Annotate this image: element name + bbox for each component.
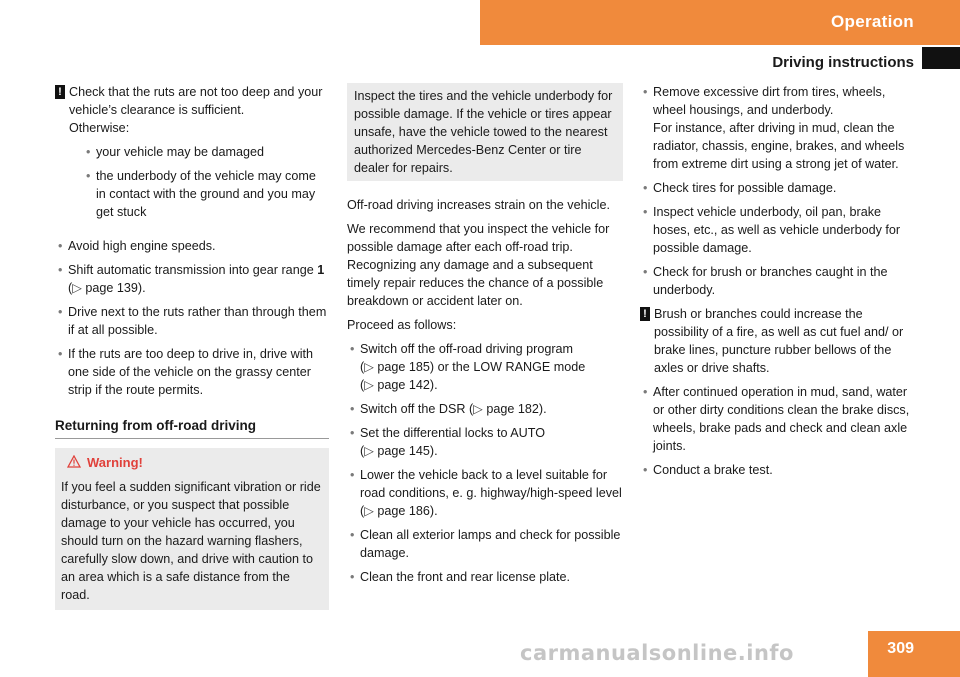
paragraph: We recommend that you inspect the vehicle for possible damage after each off-road trip. Recognizing any damage and a subsequent timely repair reduces the chance of a possible breakdown or accident later on. — [347, 222, 610, 308]
notice-block — [640, 305, 916, 377]
page-ref-link[interactable]: page 185) or the LOW RANGE mode — [377, 360, 586, 374]
page-subtitle: Driving instructions — [772, 54, 914, 71]
watermark: carmanualsonline.info — [520, 641, 794, 665]
page-ref-link[interactable]: page 186). — [377, 504, 438, 518]
page-ref-arrow-icon: ▷ — [364, 378, 374, 392]
page-ref-arrow-icon: ▷ — [473, 402, 483, 416]
list-item: • Clean all exterior lamps and check for possible damage. — [347, 526, 623, 562]
notice-block — [55, 83, 329, 221]
gear-range: 1 — [317, 263, 325, 277]
section-title: Operation — [831, 12, 914, 31]
exclamation-icon: ! — [55, 85, 65, 99]
list-item-text: Switch off the DSR ( — [360, 402, 474, 416]
column-middle — [347, 83, 623, 586]
list-item: • Drive next to the ruts rather than through them if at all possible. — [55, 303, 329, 339]
list-item: • After continued operation in mud, sand, water or other dirty conditions clean the brake discs, wheels, brake pads and check and clean axle joints. — [640, 383, 916, 455]
list-item: • the underbody of the vehicle may come in contact with the ground and you may get stuck — [83, 167, 329, 221]
page-ref-link[interactable]: page 142). — [377, 378, 438, 392]
page-number-box — [868, 631, 960, 677]
list-item — [347, 400, 623, 418]
page-number: 309 — [887, 640, 914, 657]
page-ref-arrow-icon: ▷ — [364, 504, 374, 518]
warning-title-text: Warning! — [87, 455, 143, 470]
warning-box — [55, 448, 329, 610]
section-tab-marker — [922, 47, 960, 69]
list-item: • If the ruts are too deep to drive in, drive with one side of the vehicle on the grassy center strip if the route permits. — [55, 345, 329, 399]
warning-triangle-icon — [67, 455, 81, 468]
otherwise-label: Otherwise: — [69, 121, 130, 135]
page-ref-link[interactable]: page 139). — [85, 281, 146, 295]
section-header-bar — [480, 0, 960, 45]
list-item: • Clean the front and rear license plate. — [347, 568, 623, 586]
sub-bullet-list — [69, 143, 329, 221]
notice-text: Brush or branches could increase the possibility of a fire, as well as cut fuel and/ or brake lines, puncture rubber bellows of the axles or drive shafts. — [654, 307, 904, 375]
paragraph: Proceed as follows: — [347, 318, 457, 332]
list-item-text: Shift automatic transmission into gear range — [68, 263, 318, 277]
column-right — [640, 83, 916, 479]
column-left — [55, 83, 329, 610]
notice-text: Check that the ruts are not too deep and your vehicle’s clearance is sufficient. — [69, 85, 323, 117]
list-item — [640, 83, 916, 173]
page-ref-arrow-icon: ▷ — [364, 444, 374, 458]
list-item: • Set the differential locks to AUTO (▷ page 145). — [347, 424, 623, 460]
list-item: • Switch off the off-road driving program (▷ page 185) or the LOW RANGE mode (▷ page 142). — [347, 340, 623, 394]
page-ref-arrow-icon: ▷ — [364, 360, 374, 374]
list-item-text: Switch off the off-road driving program — [360, 342, 574, 356]
list-item: • Avoid high engine speeds. — [55, 237, 329, 255]
exclamation-icon: ! — [640, 307, 650, 321]
list-item-text: Set the differential locks to AUTO — [360, 426, 546, 440]
list-item: • your vehicle may be damaged — [83, 143, 329, 161]
list-item: • Inspect vehicle underbody, oil pan, brake hoses, etc., as well as vehicle underbody for possible damage. — [640, 203, 916, 257]
list-item: • Conduct a brake test. — [640, 461, 916, 479]
list-item: • Check tires for possible damage. — [640, 179, 916, 197]
warning-text: If you feel a sudden significant vibration or ride disturbance, or you suspect that possible damage to your vehicle has occurred, you should turn on the hazard warning flashers, carefully slow down, and drive with caution to an area which is a safe distance from the road. — [61, 480, 321, 602]
page-ref-link[interactable]: page 182). — [486, 402, 547, 416]
paragraph: Off-road driving increases strain on the vehicle. — [347, 198, 610, 212]
list-item-text: Remove excessive dirt from tires, wheels, wheel housings, and underbody. — [653, 85, 886, 117]
warning-title — [61, 454, 322, 472]
inspect-box: Inspect the tires and the vehicle underbody for possible damage. If the vehicle or tires appear unsafe, have the vehicle towed to the nearest authorized Mercedes-Benz Center or tire dealer for repairs. — [347, 83, 623, 181]
list-item-text: For instance, after driving in mud, clean the radiator, chassis, engine, brakes, and wheels from extreme dirt using a strong jet of water. — [653, 121, 905, 171]
list-item — [347, 466, 623, 520]
list-item: • Shift automatic transmission into gear range 1 (▷ page 139). — [55, 261, 329, 297]
page-ref-arrow-icon: ▷ — [72, 281, 82, 295]
list-item-text: Lower the vehicle back to a level suitable for road conditions, e. g. highway/high-speed level ( — [360, 468, 622, 518]
page-ref-link[interactable]: page 145). — [377, 444, 438, 458]
section-heading: Returning from off-road driving — [55, 417, 329, 439]
list-item: • Check for brush or branches caught in the underbody. — [640, 263, 916, 299]
